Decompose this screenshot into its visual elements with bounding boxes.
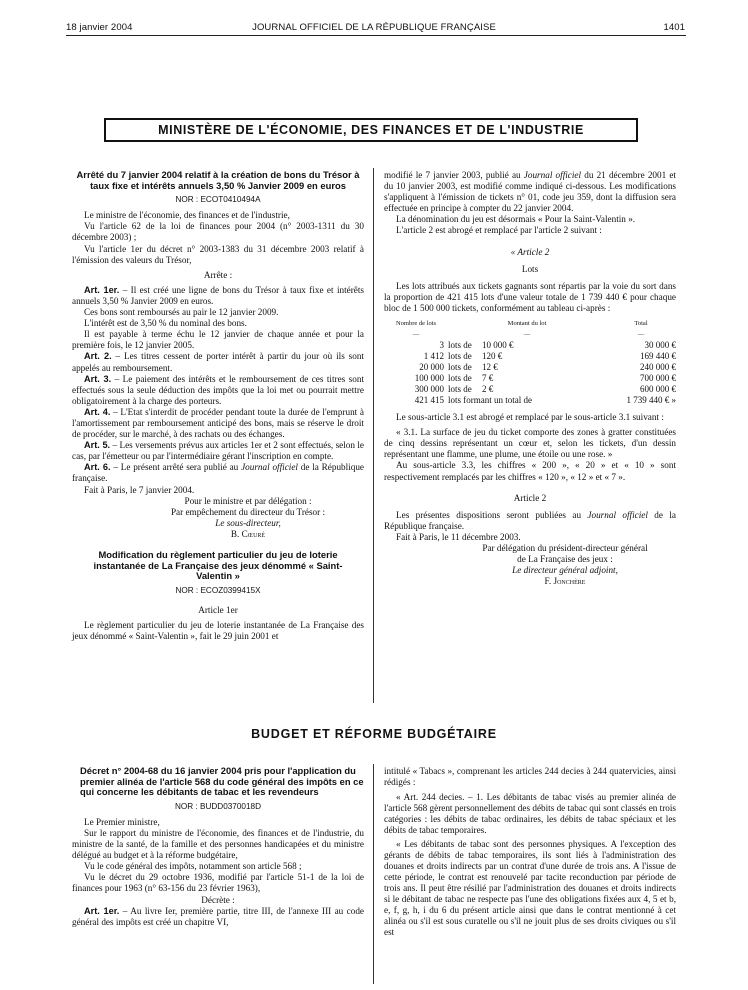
modif-r-p3: L'article 2 est abrogé et remplacé par l'article 2 suivant : bbox=[396, 225, 602, 236]
lots-tot: 600 000 € bbox=[640, 384, 676, 395]
lots-tot: 700 000 € bbox=[640, 373, 676, 384]
header-journal-title: JOURNAL OFFICIEL DE LA RÉPUBLIQUE FRANÇAISE bbox=[252, 22, 496, 33]
modif-signature: Par délégation du président-directeur général de La Française des jeux : Le directeur général adjoint, F. Jonchère bbox=[482, 542, 648, 587]
modif-r-p1: modifié le 7 janvier 2003, publié au Journal officiel du 21 décembre 2001 et du 10 janvier 2003, est modifié comme indiqué ci-dessous. Les modifications s'appliquent à l'émission de tickets n° 01, code jeu 359, dont la diffusion sera effectuée en principe à compter du 22 janvier 2004. bbox=[384, 170, 676, 214]
arrete-signature: Pour le ministre et par délégation : Par empêchement du directeur du Trésor : Le sous-directeur, B. Cœuré bbox=[170, 495, 326, 539]
column-divider-top bbox=[373, 168, 374, 703]
modif-article2-quote: « Article 2 bbox=[510, 246, 550, 257]
left-column-bottom bbox=[72, 766, 364, 928]
modif-lots-p: Les lots attribués aux tickets gagnants sont répartis par la voie du sort dans la proportion de 421 415 lots d'une valeur totale de 1 739 440 € pour chaque bloc de 1 500 000 tickets, conformément au tableau ci-après : bbox=[384, 280, 676, 313]
lots-amount: 120 € bbox=[482, 351, 503, 362]
arrete-art1: Art. 1er. – Il est créé une ligne de bons du Trésor à taux fixe et intérêts annuels 3,50 % Janvier 2009 en euros. bbox=[72, 284, 364, 306]
modif-r-p6: Au sous-article 3.3, les chiffres « 200 », « 20 » et « 10 » sont respectivement remplacés par les chiffres « 120 », « 12 » et « 7 ». bbox=[384, 460, 676, 482]
lots-table-row bbox=[384, 351, 676, 362]
decret-decision: Décrète : bbox=[201, 894, 235, 905]
lots-amount: 7 € bbox=[482, 373, 494, 384]
arrete-art1-p3: L'intérêt est de 3,50 % du nominal des bons. bbox=[84, 318, 247, 329]
arrete-art5: Art. 5. – Les versements prévus aux articles 1er et 2 sont effectués, selon le cas, par l'émetteur ou par l'intermédiaire gérant l'inscription en compte. bbox=[72, 440, 364, 462]
modif-article1-heading: Article 1er bbox=[198, 604, 238, 615]
arrete-art6: Art. 6. – Le présent arrêté sera publié au Journal officiel de la République française. bbox=[72, 462, 364, 484]
lots-total-row: 421 415 lots formant un total de 1 739 440 € » bbox=[414, 395, 676, 406]
lots-lbl: lots de bbox=[448, 384, 472, 395]
modif-r-p5: « 3.1. La surface de jeu du ticket comporte des zones à gratter constituées de cinq dessins représentant un cœur et, selon les tickets, d'un dessin représentant une flamme, une plume, une étoile ou une rose. » bbox=[384, 427, 676, 460]
decret-r-p3: « Les débitants de tabac sont des personnes physiques. A l'exception des gérants de débits de tabac temporaires, ils sont liés à l'administration des douanes et droits indirects par un contrat d'une durée de trois ans. A l'issue de cette période, le contrat est renouvelé par tacite reconduction par période de trois ans. Il peut être résilié par l'administration des douanes et droits indirects si le débitant de tabac ne respecte pas l'une des obligations fixées aux 4, 5 et b, e, f, g, h, i du 6 du présent article ainsi que dans le contrat mentionné à cet alinéa ou s'il est sous curatelle ou s'il ne jouit plus de ses droits civiques ou s'il est bbox=[384, 838, 676, 938]
lots-lbl: lots de bbox=[448, 373, 472, 384]
lots-n: 3 bbox=[439, 340, 444, 351]
arrete-decision: Arrête : bbox=[203, 269, 233, 280]
modif-lots-heading: Lots bbox=[521, 263, 539, 274]
arrete-art1-p4: Il est payable à terme échu le 12 janvier de chaque année et pour la première fois, le 12 janvier 2005. bbox=[72, 329, 364, 351]
lots-amount: 10 000 € bbox=[482, 340, 514, 351]
modif-fait: Fait à Paris, le 11 décembre 2003. bbox=[396, 531, 521, 542]
lots-amount: 2 € bbox=[482, 384, 494, 395]
right-column-top bbox=[384, 170, 676, 587]
modif-title: Modification du règlement particulier du jeu de loterie instantanée de La Française des jeux dénommé « Saint-Valentin » bbox=[93, 549, 343, 582]
lots-table-header bbox=[384, 318, 676, 340]
arrete-fait: Fait à Paris, le 7 janvier 2004. bbox=[84, 484, 195, 495]
lots-n: 1 412 bbox=[423, 351, 444, 362]
lots-table bbox=[384, 318, 676, 406]
decret-nor: NOR : BUDD0370018D bbox=[174, 801, 261, 811]
lots-tot: 169 440 € bbox=[640, 351, 676, 362]
header-date: 18 janvier 2004 bbox=[66, 22, 133, 33]
modif-p1: Le règlement particulier du jeu de loterie instantanée de La Française des jeux dénommé « Saint-Valentin », fait le 29 juin 2001 et bbox=[72, 619, 364, 642]
arrete-art4: Art. 4. – L'Etat s'interdit de procéder pendant toute la durée de l'emprunt à l'amortissement par remboursement anticipé des bons, mais se réserve le droit de procéder, sur le marché, à des rachats ou des échanges. bbox=[72, 406, 364, 440]
ministry-heading-box bbox=[104, 118, 638, 142]
lots-table-row bbox=[384, 384, 676, 395]
decret-r-p2: « Art. 244 decies. – 1. Les débitants de tabac visés au premier alinéa de l'article 568 gèrent personnellement des débits de tabac qui sont classés en trois catégories : les débits de tabac ordinaires, les débits de tabac spéciaux et les débits de tabac temporaires. bbox=[384, 792, 676, 836]
lots-lbl: lots de bbox=[448, 351, 472, 362]
arrete-title: Arrêté du 7 janvier 2004 relatif à la création de bons du Trésor à taux fixe et intérêts annuels 3,50 % Janvier 2009 en euros bbox=[76, 169, 360, 191]
decret-p2: Sur le rapport du ministre de l'économie, des finances et de l'industrie, du ministre de la santé, de la famille et des personnes handicapées et du ministre délégué au budget et à la réforme budgétaire, bbox=[72, 827, 364, 861]
lots-n: 20 000 bbox=[419, 362, 444, 373]
decret-p3: Vu le code général des impôts, notamment son article 568 ; bbox=[84, 861, 302, 872]
decret-p4: Vu le décret du 29 octobre 1936, modifié par l'article 51-1 de la loi de finances pour 1963 (n° 63-156 du 23 février 1963), bbox=[72, 872, 364, 894]
lots-lbl: lots de bbox=[448, 340, 472, 351]
lots-lbl: lots de bbox=[448, 362, 472, 373]
arrete-p2: Vu l'article 62 de la loi de finances pour 2004 (n° 2003-1311 du 30 décembre 2003) ; bbox=[72, 221, 364, 243]
decret-title: Décret n° 2004-68 du 16 janvier 2004 pris pour l'application du premier alinéa de l'article 568 du code général des impôts en ce qui concerne les débitants de tabac et les revendeurs bbox=[80, 765, 364, 798]
budget-heading: BUDGET ET RÉFORME BUDGÉTAIRE bbox=[251, 727, 497, 741]
arrete-p3: Vu l'article 1er du décret n° 2003-1383 du 31 décembre 2003 relatif à l'émission des valeurs du Trésor, bbox=[72, 243, 364, 265]
modif-r-p2: La dénomination du jeu est désormais « Pour la Saint-Valentin ». bbox=[396, 214, 636, 225]
arrete-art3: Art. 3. – Le paiement des intérêts et le remboursement de ces titres sont effectués sous la seule déduction des impôts que la loi met ou pourrait mettre obligatoirement à la charge des porteurs. bbox=[72, 373, 364, 406]
decret-p1: Le Premier ministre, bbox=[84, 816, 160, 827]
lots-table-row bbox=[384, 362, 676, 373]
decret-r-p1: intitulé « Tabacs », comprenant les articles 244 decies à 244 quatervicies, ainsi rédigés : bbox=[384, 766, 676, 788]
header-page-number: 1401 bbox=[663, 22, 685, 33]
lots-amount: 12 € bbox=[482, 362, 498, 373]
modif-r-p4: Le sous-article 3.1 est abrogé et remplacé par le sous-article 3.1 suivant : bbox=[396, 412, 664, 423]
arrete-nor: NOR : ECOT0410494A bbox=[175, 195, 261, 205]
modif-article2-heading: Article 2 bbox=[513, 492, 547, 503]
lots-tot: 30 000 € bbox=[644, 340, 676, 351]
arrete-art1-p2: Ces bons sont remboursés au pair le 12 janvier 2009. bbox=[84, 307, 279, 318]
arrete-p1: Le ministre de l'économie, des finances et de l'industrie, bbox=[84, 210, 290, 221]
ministry-heading: MINISTÈRE DE L'ÉCONOMIE, DES FINANCES ET DE L'INDUSTRIE bbox=[158, 123, 584, 137]
lots-col-total: Total — bbox=[634, 320, 648, 339]
lots-table-row bbox=[384, 373, 676, 384]
modif-r-p7: Les présentes dispositions seront publiées au Journal officiel de la République française. bbox=[384, 509, 676, 531]
lots-table-row bbox=[384, 340, 676, 351]
modif-nor: NOR : ECOZ0399415X bbox=[175, 585, 261, 595]
lots-n: 300 000 bbox=[414, 384, 444, 395]
header-rule bbox=[66, 35, 686, 36]
lots-n: 100 000 bbox=[414, 373, 444, 384]
right-column-bottom bbox=[384, 766, 676, 938]
lots-col-count: Nombre de lots — bbox=[395, 320, 437, 339]
lots-col-amount: Montant du lot — bbox=[507, 320, 547, 339]
lots-tot: 240 000 € bbox=[640, 362, 676, 373]
column-divider-bottom bbox=[373, 764, 374, 984]
decret-art1: Art. 1er. – Au livre Ier, première partie, titre III, de l'annexe III au code général des impôts est créé un chapitre VI, bbox=[72, 905, 364, 927]
arrete-art2: Art. 2. – Les titres cessent de porter intérêt à partir du jour où ils sont appelés au remboursement. bbox=[72, 351, 364, 373]
left-column-top bbox=[72, 170, 364, 642]
